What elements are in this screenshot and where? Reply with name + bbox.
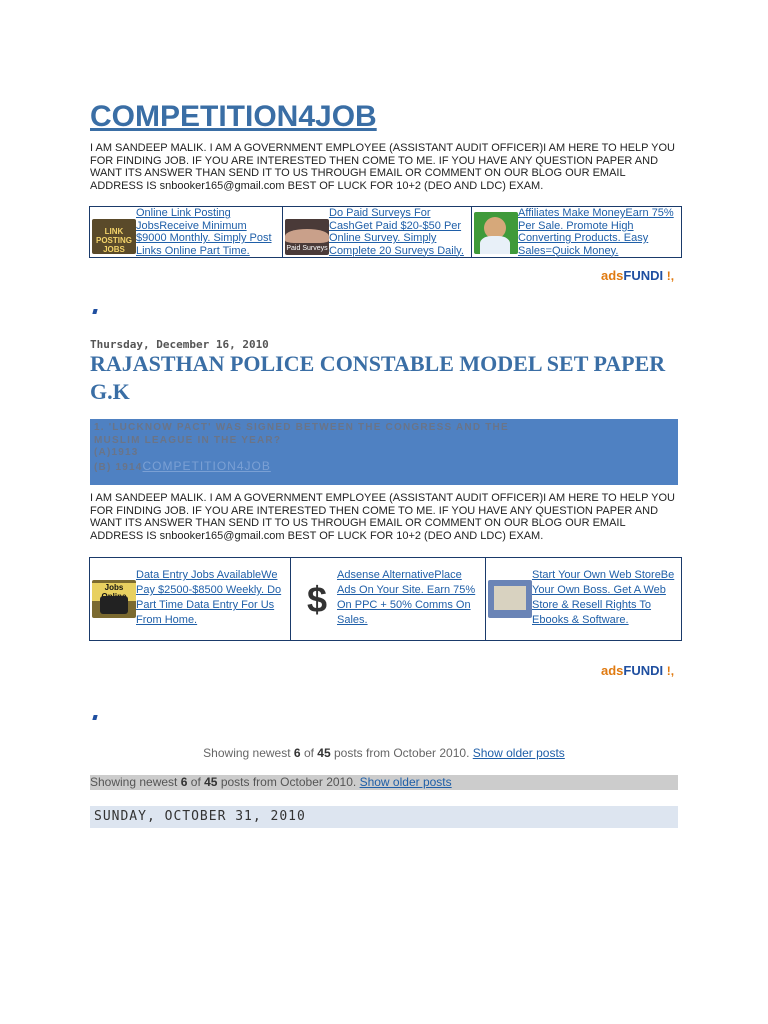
pager-bar (90, 775, 678, 790)
show-older-posts-link[interactable]: Show older posts (472, 746, 565, 760)
dollar-icon: $ (306, 580, 328, 620)
store-icon (494, 586, 526, 610)
blog-title[interactable]: COMPETITION4JOB (90, 100, 377, 133)
blog-link[interactable]: COMPETITION4JOB (142, 458, 271, 473)
ad-thumbnail[interactable] (293, 580, 337, 620)
ad-unit-bottom (89, 557, 682, 641)
pager-count: 6 (180, 775, 188, 789)
ad-cell[interactable] (90, 558, 291, 640)
ad-unit-top (89, 206, 682, 258)
adsfundi-logo[interactable] (601, 663, 674, 678)
date-header: SUNDAY, OCTOBER 31, 2010 (90, 806, 678, 828)
question-line: MUSLIM LEAGUE IN THE YEAR? (94, 434, 282, 446)
adsfundi-logo[interactable] (601, 268, 674, 283)
ad-link[interactable]: Do Paid Surveys For CashGet Paid $20-$50 Per Online Survey. Simply Complete 20 Surveys Daily. (329, 207, 464, 257)
pager-prefix: Showing newest (203, 746, 291, 760)
question-box (90, 419, 678, 485)
adsfundi-ads: ads (601, 268, 624, 283)
option-a: (A)1913 (94, 447, 139, 458)
blog-description: I AM SANDEEP MALIK. I AM A GOVERNMENT EMPLOYEE (ASSISTANT AUDIT OFFICER)I AM HERE TO HELP YOU FOR FINDING JOB. IF YOU ARE INTERESTED THEN COME TO ME. IF YOU HAVE ANY QUESTION PAPER AND WANT ITS ANSWER THAN SEND IT TO US THROUGH EMAIL OR COMMENT ON OUR BLOG OUR EMAIL ADDRESS IS snbooker165@gmail.com BEST OF LUCK FOR 10+2 (DEO AND LDC) EXAM. (90, 492, 675, 543)
ad-thumbnail[interactable] (92, 219, 136, 254)
ad-link[interactable]: Affiliates Make MoneyEarn 75% Per Sale. Promote High Converting Products. Easy Sales=Quick Money. (518, 207, 674, 257)
ad-cell[interactable] (472, 207, 681, 257)
ad-link[interactable]: Adsense AlternativePlace Ads On Your Site. Earn 75% On PPC + 50% Comms On Sales. (337, 569, 476, 626)
pager-total: 45 (317, 746, 331, 760)
ad-thumbnail[interactable] (488, 580, 532, 618)
shirt-shape (480, 236, 510, 254)
ad-cell[interactable] (291, 558, 486, 640)
ad-thumbnail[interactable] (285, 219, 329, 255)
adsfundi-mark: !, (666, 664, 675, 678)
post-title[interactable]: RAJASTHAN POLICE CONSTABLE MODEL SET PAPER G.K (90, 351, 666, 404)
ad-cell[interactable] (283, 207, 472, 257)
pager-count: 6 (293, 746, 301, 760)
ad-thumbnail-label: Paid Surveys (286, 245, 328, 252)
ad-thumbnail-label: Jobs (92, 583, 136, 601)
person-icon (285, 229, 329, 243)
ad-cell[interactable] (90, 207, 283, 257)
pager-of: of (190, 775, 201, 789)
pager-of: of (303, 746, 314, 760)
pager-status (0, 746, 768, 760)
adsfundi-fundi: FUNDI (623, 268, 664, 283)
adsfundi-ads: ads (601, 663, 624, 678)
tick-mark-icon (92, 309, 97, 314)
ad-link[interactable]: Data Entry Jobs AvailableWe Pay $2500-$8500 Weekly. Do Part Time Data Entry For Us From Home. (136, 569, 282, 626)
ad-thumbnail[interactable] (474, 212, 518, 254)
option-b: (B) 1914 (94, 461, 143, 473)
pager-suffix: posts from October 2010. (220, 775, 357, 789)
ad-thumbnail[interactable] (92, 580, 136, 618)
adsfundi-mark: !, (666, 269, 675, 283)
question-line: 1. 'LUCKNOW PACT' WAS SIGNED BETWEEN THE CONGRESS AND THE (94, 422, 509, 433)
tick-mark-icon (92, 715, 97, 720)
adsfundi-fundi: FUNDI (623, 663, 664, 678)
pager-suffix: posts from October 2010. (334, 746, 470, 760)
ad-cell[interactable] (486, 558, 681, 640)
blog-description: I AM SANDEEP MALIK. I AM A GOVERNMENT EMPLOYEE (ASSISTANT AUDIT OFFICER)I AM HERE TO HELP YOU FOR FINDING JOB. IF YOU ARE INTERESTED THEN COME TO ME. IF YOU HAVE ANY QUESTION PAPER AND WANT ITS ANSWER THAN SEND IT TO US THROUGH EMAIL OR COMMENT ON OUR BLOG OUR EMAIL ADDRESS IS snbooker165@gmail.com BEST OF LUCK FOR 10+2 (DEO AND LDC) EXAM. (90, 142, 675, 193)
laptop-icon (100, 596, 128, 614)
ad-link[interactable]: Start Your Own Web StoreBe Your Own Boss. Get A Web Store & Resell Rights To Ebooks & Software. (532, 569, 675, 626)
ad-thumbnail-label: LINK POSTING JOBS (95, 227, 132, 254)
show-older-posts-link[interactable]: Show older posts (359, 775, 452, 789)
post-date: Thursday, December 16, 2010 (90, 338, 269, 351)
ad-link[interactable]: Online Link Posting JobsReceive Minimum $9000 Monthly. Simply Post Links Online Part Time. (136, 207, 272, 257)
pager-prefix: Showing newest (90, 775, 178, 789)
pager-total: 45 (204, 775, 218, 789)
